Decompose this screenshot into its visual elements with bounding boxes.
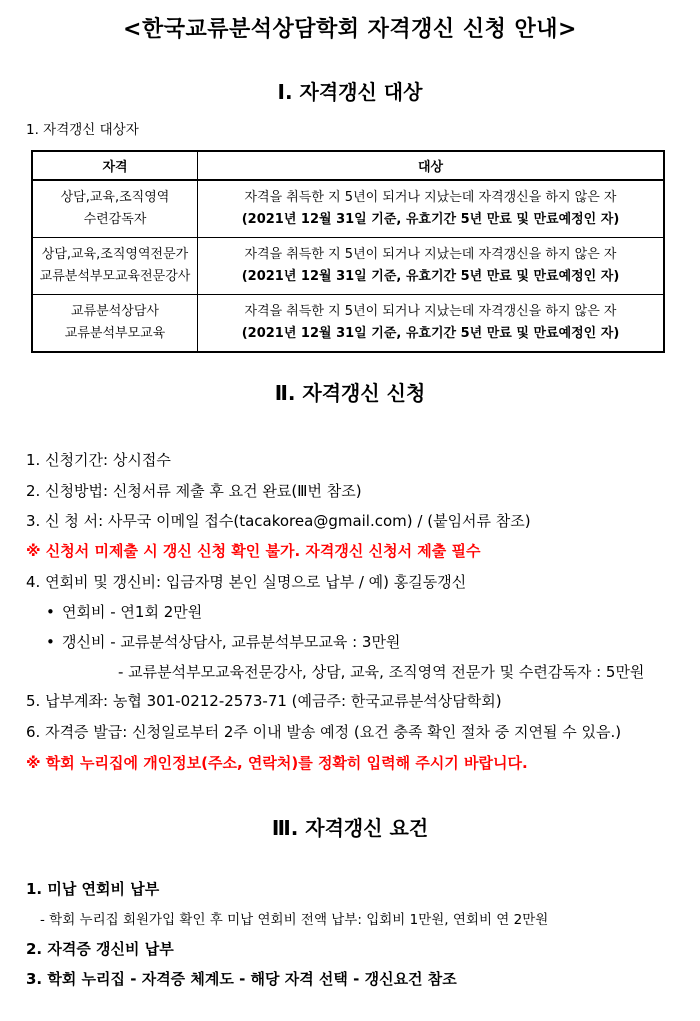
qualification-cell: [32, 180, 198, 238]
target-cell: [198, 180, 665, 238]
section3-item1-detail: - 학회 누리집 회원가입 확인 후 미납 연회비 전액 납부: 입회비 1만원, 연회비 연 2만원: [40, 912, 549, 928]
qualification-table: [31, 150, 665, 353]
qualification-line2: 교류분석부모교육전문강사: [39, 269, 191, 284]
fee-renewal-expert: - 교류분석부모교육전문강사, 상담, 교육, 조직영역 전문가 및 수련감독자 : 5만원: [118, 663, 645, 681]
table-header-target: 대상: [198, 151, 665, 180]
target-note: (2021년 12월 31일 기준, 유효기간 5년 만료 및 만료예정인 자): [241, 212, 620, 227]
target-text: 자격을 취득한 지 5년이 되거나 지났는데 자격갱신을 하지 않은 자: [244, 190, 617, 205]
section2-item1: 1. 신청기간: 상시접수: [26, 451, 171, 469]
table-header-row: [32, 151, 664, 180]
target-cell: [198, 238, 665, 295]
fee-annual: [46, 601, 202, 622]
qualification-line1: 교류분석상담사: [71, 304, 159, 319]
section2-item2: 2. 신청방법: 신청서류 제출 후 요건 완료(Ⅲ번 참조): [26, 482, 362, 500]
qualification-line1: 상담,교육,조직영역전문가: [41, 247, 189, 262]
table-row: [32, 180, 664, 238]
target-cell: [198, 295, 665, 353]
section3-item2: 2. 자격증 갱신비 납부: [26, 940, 174, 958]
section1-subheading: 1. 자격갱신 대상자: [26, 122, 139, 138]
fee-renewal-text: 갱신비 - 교류분석상담사, 교류분석부모교육 : 3만원: [62, 633, 401, 651]
fee-renewal: [46, 631, 400, 652]
qualification-line2: 수련감독자: [83, 212, 147, 227]
qualification-line2: 교류분석부모교육: [64, 326, 166, 341]
section2-heading: Ⅱ. 자격갱신 신청: [274, 381, 426, 405]
qualification-line1: 상담,교육,조직영역: [60, 190, 170, 205]
target-note: (2021년 12월 31일 기준, 유효기간 5년 만료 및 만료예정인 자): [241, 326, 620, 341]
section3-item1: 1. 미납 연회비 납부: [26, 880, 160, 898]
target-note: (2021년 12월 31일 기준, 유효기간 5년 만료 및 만료예정인 자): [241, 269, 620, 284]
bullet-icon: •: [46, 603, 55, 621]
fee-annual-text: 연회비 - 연1회 2만원: [62, 603, 203, 621]
section2-warning1: ※ 신청서 미제출 시 갱신 신청 확인 불가. 자격갱신 신청서 제출 필수: [26, 542, 481, 560]
qualification-cell: [32, 238, 198, 295]
target-text: 자격을 취득한 지 5년이 되거나 지났는데 자격갱신을 하지 않은 자: [244, 247, 617, 262]
qualification-cell: [32, 295, 198, 353]
section3-item3: 3. 학회 누리집 - 자격증 체계도 - 해당 자격 선택 - 갱신요건 참조: [26, 970, 457, 988]
section1-heading: Ⅰ. 자격갱신 대상: [277, 80, 423, 104]
section2-warning2: ※ 학회 누리집에 개인정보(주소, 연락처)를 정확히 입력해 주시기 바랍니다.: [26, 754, 528, 772]
page-title: <한국교류분석상담학회 자격갱신 신청 안내>: [123, 17, 577, 42]
section3-heading: Ⅲ. 자격갱신 요건: [271, 816, 429, 840]
bullet-icon: •: [46, 633, 55, 651]
target-text: 자격을 취득한 지 5년이 되거나 지났는데 자격갱신을 하지 않은 자: [244, 304, 617, 319]
section2-item3: 3. 신 청 서: 사무국 이메일 접수(tacakorea@gmail.com) / (붙임서류 참조): [26, 512, 531, 530]
table-row: [32, 295, 664, 353]
section2-item4: 4. 연회비 및 갱신비: 입금자명 본인 실명으로 납부 / 예) 홍길동갱신: [26, 573, 467, 591]
section2-item6: 6. 자격증 발급: 신청일로부터 2주 이내 발송 예정 (요건 충족 확인 절차 중 지연될 수 있음.): [26, 723, 622, 741]
table-row: [32, 238, 664, 295]
table-header-qualification: 자격: [32, 151, 198, 180]
section2-item5: 5. 납부계좌: 농협 301-0212-2573-71 (예금주: 한국교류분석상담학회): [26, 692, 502, 710]
